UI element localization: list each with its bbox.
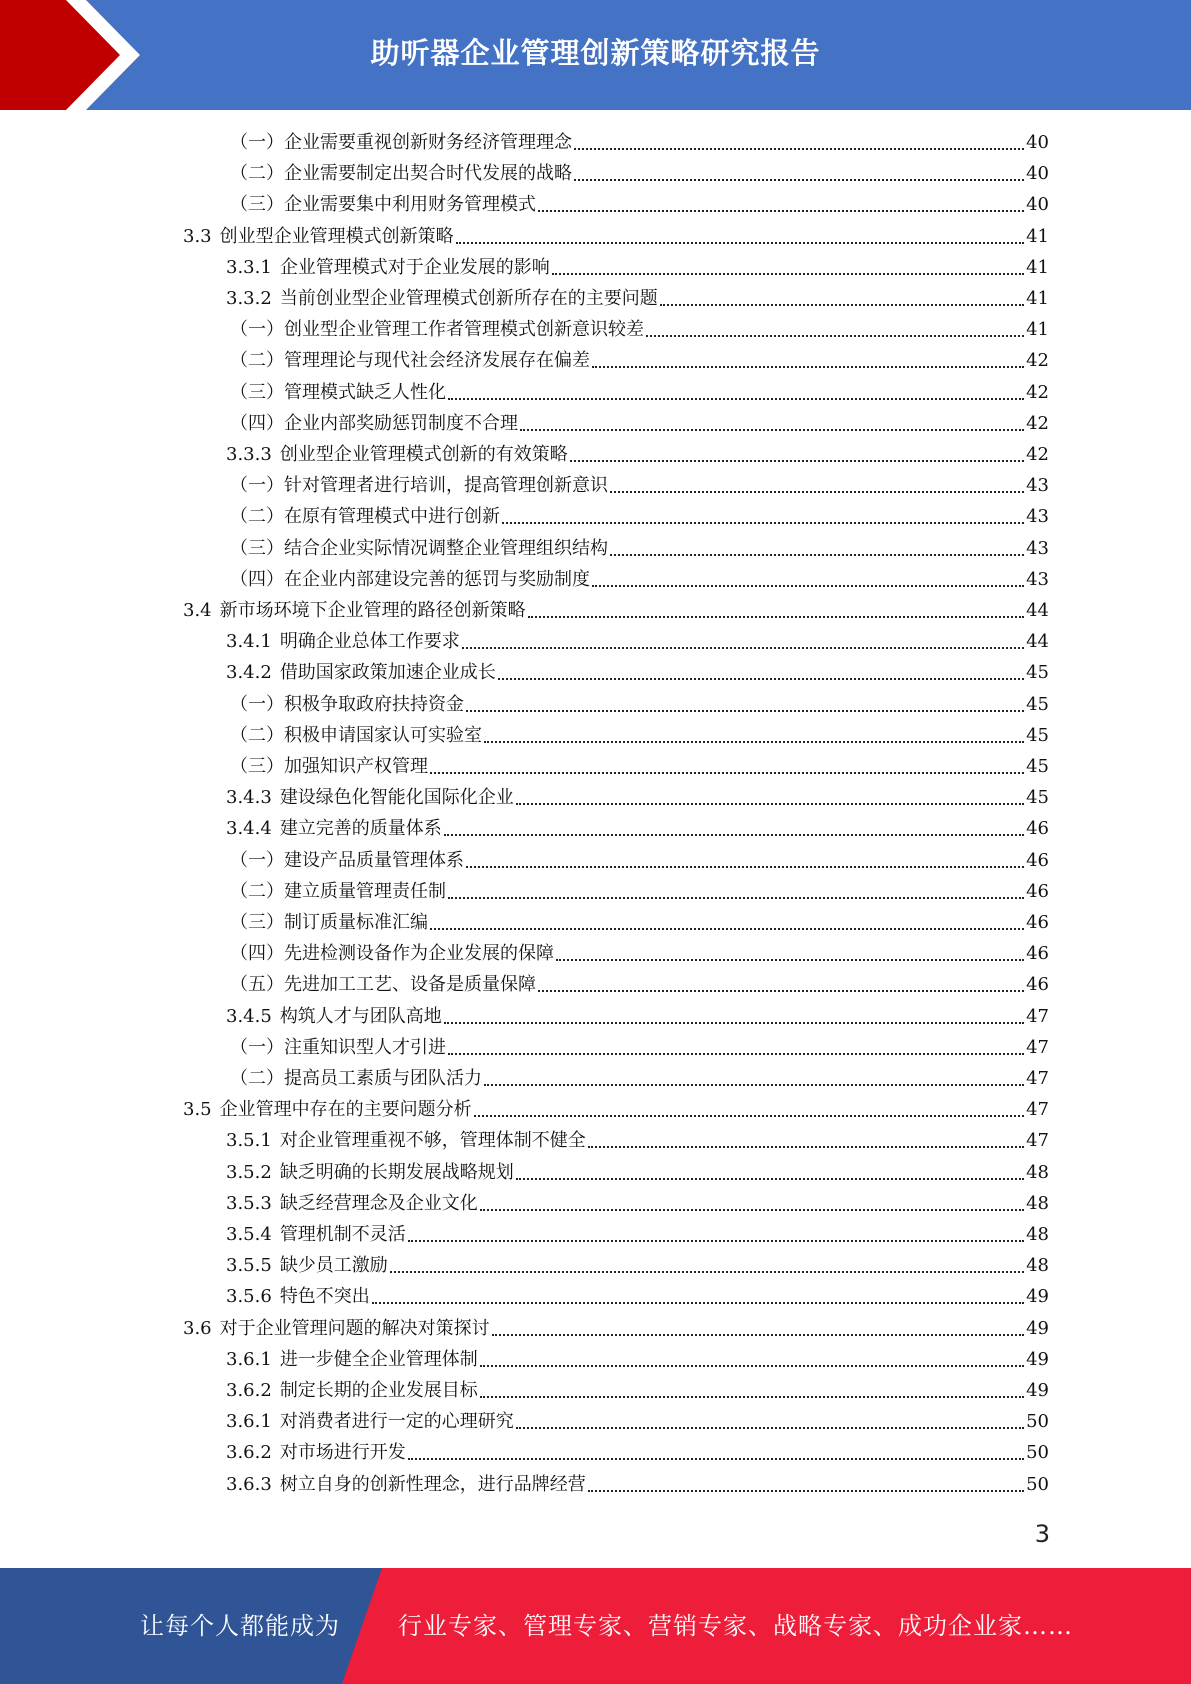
toc-entry[interactable] xyxy=(226,1157,1049,1188)
toc-entry-page: 41 xyxy=(1026,288,1049,309)
toc-dot-leader xyxy=(574,148,1024,150)
footer-banner xyxy=(0,1568,1191,1684)
toc-entry-number: 3.5 xyxy=(183,1099,212,1120)
toc-dot-leader xyxy=(646,335,1024,337)
toc-dot-leader xyxy=(610,491,1024,493)
toc-entry-title: 企业管理中存在的主要问题分析 xyxy=(219,1099,472,1120)
toc-entry[interactable] xyxy=(226,1125,1049,1156)
toc-entry[interactable] xyxy=(230,720,1049,751)
toc-dot-leader xyxy=(448,1053,1024,1055)
toc-entry-number: 3.5.6 xyxy=(226,1286,272,1307)
toc-entry[interactable] xyxy=(230,969,1049,1000)
toc-dot-leader xyxy=(448,398,1024,400)
toc-entry-page: 45 xyxy=(1026,694,1049,715)
toc-entry-number: 3.3 xyxy=(183,226,212,247)
toc-entry-number: 3.5.5 xyxy=(226,1255,272,1276)
toc-dot-leader xyxy=(592,366,1024,368)
toc-entry[interactable] xyxy=(230,377,1049,408)
toc-entry[interactable] xyxy=(226,1250,1049,1281)
toc-entry-title: （一）针对管理者进行培训，提高管理创新意识 xyxy=(230,475,608,496)
toc-entry[interactable] xyxy=(230,127,1049,158)
toc-dot-leader xyxy=(610,554,1024,556)
toc-entry-title: 新市场环境下企业管理的路径创新策略 xyxy=(219,600,526,621)
toc-entry-number: 3.5.1 xyxy=(226,1130,272,1151)
toc-entry-title: 进一步健全企业管理体制 xyxy=(279,1349,478,1370)
toc-entry-page: 50 xyxy=(1026,1442,1049,1463)
toc-dot-leader xyxy=(484,741,1024,743)
toc-entry-page: 44 xyxy=(1026,631,1049,652)
toc-entry-title: 对市场进行开发 xyxy=(279,1442,406,1463)
toc-entry[interactable] xyxy=(226,813,1049,844)
header-bar xyxy=(0,0,1191,110)
toc-dot-leader xyxy=(430,772,1024,774)
toc-entry-page: 46 xyxy=(1026,943,1049,964)
toc-entry[interactable] xyxy=(230,158,1049,189)
toc-entry-number: 3.6 xyxy=(183,1318,212,1339)
toc-entry-title: （一）建设产品质量管理体系 xyxy=(230,850,464,871)
toc-entry-title: 企业管理模式对于企业发展的影响 xyxy=(279,257,550,278)
toc-entry-page: 46 xyxy=(1026,850,1049,871)
toc-entry-page: 46 xyxy=(1026,912,1049,933)
toc-entry[interactable] xyxy=(230,564,1049,595)
toc-entry-title: 特色不突出 xyxy=(279,1286,370,1307)
toc-entry[interactable] xyxy=(226,782,1049,813)
toc-entry-page: 49 xyxy=(1026,1318,1049,1339)
toc-entry[interactable] xyxy=(230,470,1049,501)
toc-entry-title: 树立自身的创新性理念，进行品牌经营 xyxy=(279,1474,586,1495)
toc-entry-number: 3.4.4 xyxy=(226,818,272,839)
toc-entry-page: 47 xyxy=(1026,1006,1049,1027)
toc-dot-leader xyxy=(528,616,1024,618)
toc-dot-leader xyxy=(444,1022,1024,1024)
toc-entry-page: 48 xyxy=(1026,1193,1049,1214)
toc-entry-title: 制定长期的企业发展目标 xyxy=(279,1380,478,1401)
toc-entry-page: 47 xyxy=(1026,1037,1049,1058)
toc-entry-page: 46 xyxy=(1026,818,1049,839)
toc-entry-page: 43 xyxy=(1026,538,1049,559)
toc-entry-page: 46 xyxy=(1026,881,1049,902)
toc-entry-number: 3.5.3 xyxy=(226,1193,272,1214)
document-title: 助听器企业管理创新策略研究报告 xyxy=(370,36,821,70)
toc-entry-title: 管理机制不灵活 xyxy=(279,1224,406,1245)
toc-dot-leader xyxy=(456,242,1024,244)
toc-entry-page: 45 xyxy=(1026,756,1049,777)
toc-entry-number: 3.4.3 xyxy=(226,787,272,808)
toc-entry-page: 48 xyxy=(1026,1162,1049,1183)
toc-dot-leader xyxy=(492,1334,1024,1336)
toc-entry-title: （二）提高员工素质与团队活力 xyxy=(230,1068,482,1089)
toc-entry-page: 41 xyxy=(1026,257,1049,278)
toc-entry-page: 42 xyxy=(1026,350,1049,371)
toc-entry-page: 41 xyxy=(1026,319,1049,340)
toc-dot-leader xyxy=(466,710,1024,712)
toc-entry-page: 49 xyxy=(1026,1349,1049,1370)
toc-entry-page: 45 xyxy=(1026,725,1049,746)
toc-entry[interactable] xyxy=(226,1469,1049,1500)
toc-entry[interactable] xyxy=(226,626,1049,657)
toc-entry-page: 46 xyxy=(1026,974,1049,995)
toc-entry[interactable] xyxy=(226,1219,1049,1250)
toc-entry-page: 50 xyxy=(1026,1411,1049,1432)
toc-entry[interactable] xyxy=(226,1375,1049,1406)
toc-entry[interactable] xyxy=(230,751,1049,782)
toc-entry[interactable] xyxy=(230,1063,1049,1094)
toc-dot-leader xyxy=(516,803,1024,805)
toc-entry-title: （五）先进加工工艺、设备是质量保障 xyxy=(230,974,536,995)
toc-dot-leader xyxy=(538,990,1024,992)
toc-dot-leader xyxy=(520,429,1024,431)
toc-entry-title: （一）企业需要重视创新财务经济管理理念 xyxy=(230,132,572,153)
toc-entry-title: 创业型企业管理模式创新的有效策略 xyxy=(279,444,568,465)
toc-entry[interactable] xyxy=(230,533,1049,564)
toc-entry-page: 49 xyxy=(1026,1380,1049,1401)
toc-entry-title: （四）先进检测设备作为企业发展的保障 xyxy=(230,943,554,964)
footer-slogan-right: 行业专家、管理专家、营销专家、战略专家、成功企业家…… xyxy=(398,1612,1073,1640)
toc-entry[interactable] xyxy=(226,1406,1049,1437)
toc-entry[interactable] xyxy=(226,1188,1049,1219)
toc-entry[interactable] xyxy=(230,189,1049,220)
toc-entry-title: 建设绿色化智能化国际化企业 xyxy=(279,787,514,808)
toc-dot-leader xyxy=(552,273,1024,275)
toc-entry-page: 45 xyxy=(1026,787,1049,808)
toc-entry-number: 3.4.5 xyxy=(226,1006,272,1027)
toc-entry-number: 3.5.4 xyxy=(226,1224,272,1245)
toc-dot-leader xyxy=(516,1427,1024,1429)
toc-entry-page: 40 xyxy=(1026,132,1049,153)
toc-entry-number: 3.3.1 xyxy=(226,257,272,278)
toc-entry-page: 43 xyxy=(1026,475,1049,496)
toc-entry-title: （一）注重知识型人才引进 xyxy=(230,1037,446,1058)
toc-entry-title: （三）结合企业实际情况调整企业管理组织结构 xyxy=(230,538,608,559)
toc-entry-number: 3.6.2 xyxy=(226,1442,272,1463)
toc-dot-leader xyxy=(588,1490,1024,1492)
toc-entry-title: 当前创业型企业管理模式创新所存在的主要问题 xyxy=(279,288,658,309)
toc-dot-leader xyxy=(660,304,1024,306)
toc-entry-number: 3.6.1 xyxy=(226,1349,272,1370)
toc-entry-title: （三）加强知识产权管理 xyxy=(230,756,428,777)
toc-dot-leader xyxy=(480,1209,1024,1211)
toc-entry-page: 40 xyxy=(1026,163,1049,184)
toc-entry[interactable] xyxy=(226,657,1049,688)
toc-entry-title: 对消费者进行一定的心理研究 xyxy=(279,1411,514,1432)
toc-dot-leader xyxy=(466,866,1024,868)
toc-entry-title: 缺乏明确的长期发展战略规划 xyxy=(279,1162,514,1183)
toc-entry[interactable] xyxy=(226,1437,1049,1468)
toc-entry[interactable] xyxy=(230,845,1049,876)
toc-entry-title: （三）管理模式缺乏人性化 xyxy=(230,382,446,403)
toc-dot-leader xyxy=(498,678,1024,680)
toc-entry[interactable] xyxy=(183,595,1049,626)
toc-entry[interactable] xyxy=(230,314,1049,345)
toc-entry[interactable] xyxy=(230,408,1049,439)
toc-entry[interactable] xyxy=(183,1094,1049,1125)
toc-entry-title: 缺少员工激励 xyxy=(279,1255,388,1276)
toc-entry[interactable] xyxy=(230,876,1049,907)
toc-entry-number: 3.4.1 xyxy=(226,631,272,652)
toc-dot-leader xyxy=(574,179,1024,181)
toc-entry[interactable] xyxy=(230,501,1049,532)
toc-entry-title: 创业型企业管理模式创新策略 xyxy=(219,226,454,247)
toc-dot-leader xyxy=(556,959,1024,961)
toc-dot-leader xyxy=(474,1115,1024,1117)
toc-entry-page: 48 xyxy=(1026,1224,1049,1245)
toc-entry-page: 47 xyxy=(1026,1130,1049,1151)
toc-entry-page: 47 xyxy=(1026,1099,1049,1120)
toc-entry-title: 对企业管理重视不够，管理体制不健全 xyxy=(279,1130,586,1151)
toc-dot-leader xyxy=(516,1178,1024,1180)
toc-entry-page: 42 xyxy=(1026,413,1049,434)
toc-entry[interactable] xyxy=(183,221,1049,252)
toc-entry-page: 43 xyxy=(1026,506,1049,527)
toc-entry-page: 44 xyxy=(1026,600,1049,621)
toc-entry[interactable] xyxy=(230,938,1049,969)
toc-entry-page: 43 xyxy=(1026,569,1049,590)
toc-entry-page: 42 xyxy=(1026,444,1049,465)
toc-entry-number: 3.3.3 xyxy=(226,444,272,465)
toc-entry-page: 40 xyxy=(1026,194,1049,215)
toc-dot-leader xyxy=(408,1458,1024,1460)
toc-dot-leader xyxy=(462,647,1024,649)
toc-dot-leader xyxy=(390,1271,1024,1273)
toc-dot-leader xyxy=(502,522,1024,524)
toc-dot-leader xyxy=(448,897,1024,899)
toc-entry-page: 47 xyxy=(1026,1068,1049,1089)
toc-entry[interactable] xyxy=(230,1032,1049,1063)
toc-entry-page: 41 xyxy=(1026,226,1049,247)
toc-entry-page: 48 xyxy=(1026,1255,1049,1276)
toc-dot-leader xyxy=(570,460,1024,462)
toc-entry-number: 3.3.2 xyxy=(226,288,272,309)
toc-entry[interactable] xyxy=(226,283,1049,314)
toc-dot-leader xyxy=(372,1302,1024,1304)
toc-entry-title: （三）企业需要集中利用财务管理模式 xyxy=(230,194,536,215)
toc-entry[interactable] xyxy=(183,1313,1049,1344)
toc-entry-title: （一）积极争取政府扶持资金 xyxy=(230,694,464,715)
toc-entry-number: 3.4 xyxy=(183,600,212,621)
toc-entry-number: 3.6.2 xyxy=(226,1380,272,1401)
toc-entry[interactable] xyxy=(226,1344,1049,1375)
toc-entry-number: 3.6.1 xyxy=(226,1411,272,1432)
toc-entry-title: 缺乏经营理念及企业文化 xyxy=(279,1193,478,1214)
toc-entry-title: （二）在原有管理模式中进行创新 xyxy=(230,506,500,527)
toc-dot-leader xyxy=(444,834,1024,836)
toc-entry-title: 构筑人才与团队高地 xyxy=(279,1006,442,1027)
toc-dot-leader xyxy=(592,585,1024,587)
toc-entry-title: （四）企业内部奖励惩罚制度不合理 xyxy=(230,413,518,434)
toc-entry-title: （二）积极申请国家认可实验室 xyxy=(230,725,482,746)
toc-entry-title: 明确企业总体工作要求 xyxy=(279,631,460,652)
toc-entry[interactable] xyxy=(230,689,1049,720)
toc-dot-leader xyxy=(408,1240,1024,1242)
toc-entry-title: 建立完善的质量体系 xyxy=(279,818,442,839)
toc-entry[interactable] xyxy=(226,252,1049,283)
toc-entry-title: （二）建立质量管理责任制 xyxy=(230,881,446,902)
toc-entry-title: （一）创业型企业管理工作者管理模式创新意识较差 xyxy=(230,319,644,340)
toc-entry[interactable] xyxy=(230,907,1049,938)
toc-entry[interactable] xyxy=(226,1281,1049,1312)
footer-slogan-left: 让每个人都能成为 xyxy=(140,1612,340,1640)
toc-entry[interactable] xyxy=(226,439,1049,470)
toc-entry-number: 3.6.3 xyxy=(226,1474,272,1495)
toc-entry-title: 对于企业管理问题的解决对策探讨 xyxy=(219,1318,490,1339)
toc-entry-title: （二）企业需要制定出契合时代发展的战略 xyxy=(230,163,572,184)
toc-entry-number: 3.5.2 xyxy=(226,1162,272,1183)
toc-dot-leader xyxy=(430,928,1024,930)
toc-entry-page: 45 xyxy=(1026,662,1049,683)
toc-dot-leader xyxy=(484,1084,1024,1086)
page-number: 3 xyxy=(1034,1520,1050,1548)
toc-dot-leader xyxy=(480,1396,1024,1398)
toc-entry-page: 42 xyxy=(1026,382,1049,403)
toc-dot-leader xyxy=(480,1365,1024,1367)
toc-entry[interactable] xyxy=(226,1001,1049,1032)
toc-entry-title: （三）制订质量标准汇编 xyxy=(230,912,428,933)
toc-entry-title: 借助国家政策加速企业成长 xyxy=(279,662,496,683)
toc-entry[interactable] xyxy=(230,345,1049,376)
toc-entry-page: 49 xyxy=(1026,1286,1049,1307)
toc-entry-number: 3.4.2 xyxy=(226,662,272,683)
toc-entry-title: （四）在企业内部建设完善的惩罚与奖励制度 xyxy=(230,569,590,590)
toc-entry-title: （二）管理理论与现代社会经济发展存在偏差 xyxy=(230,350,590,371)
toc-entry-page: 50 xyxy=(1026,1474,1049,1495)
toc-dot-leader xyxy=(538,210,1024,212)
toc-dot-leader xyxy=(588,1146,1024,1148)
